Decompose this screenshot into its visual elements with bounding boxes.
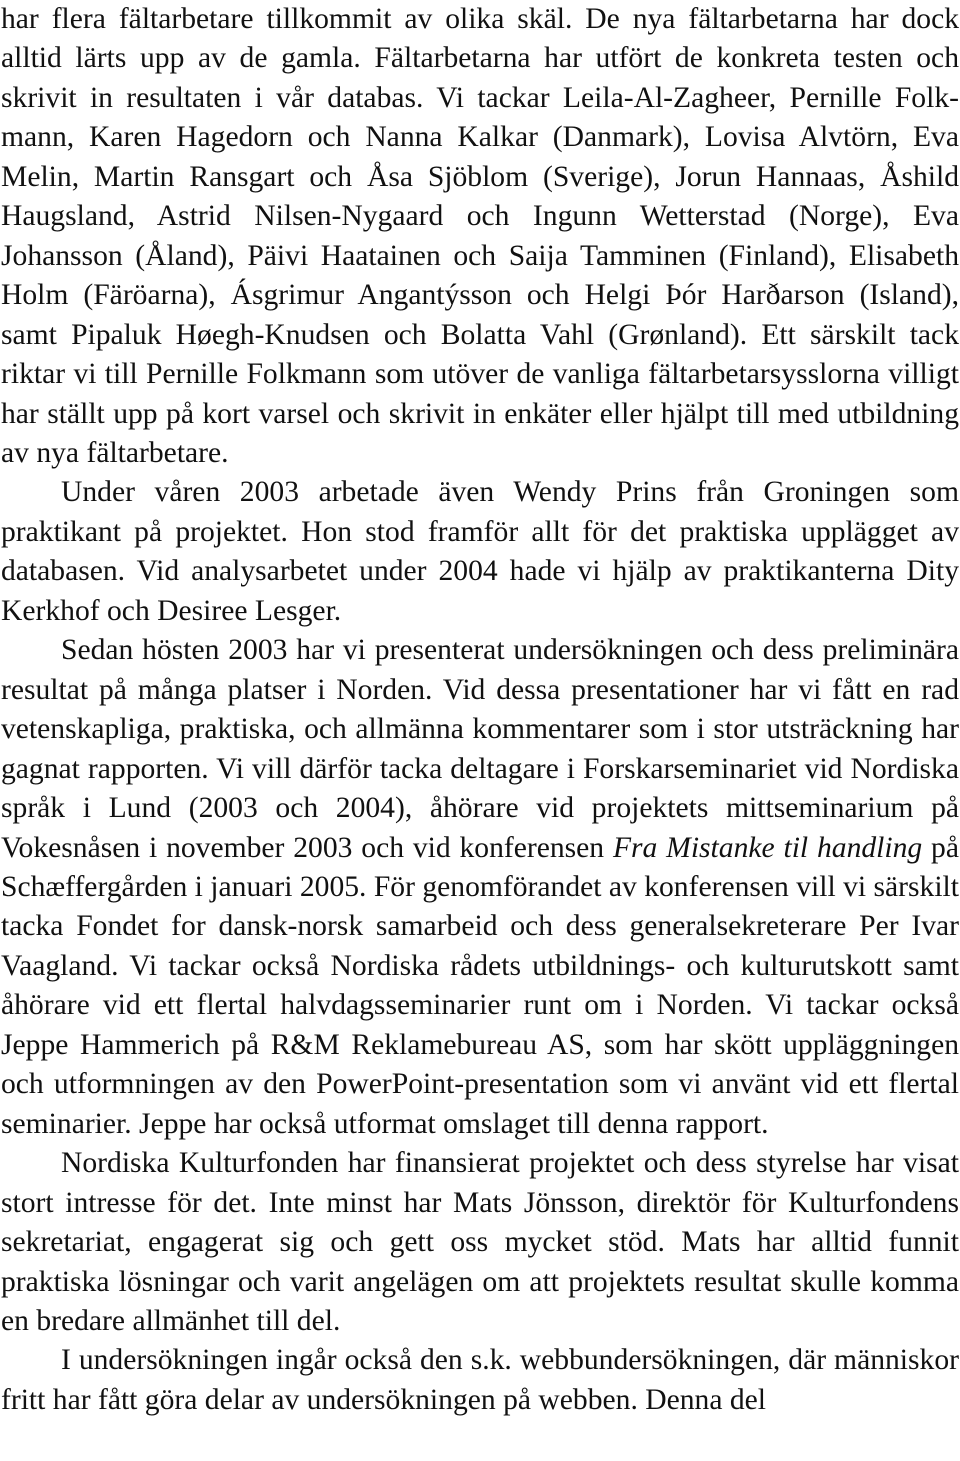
conference-title: Fra Mistanke til handling	[612, 831, 923, 864]
paragraph-presentations	[1, 631, 959, 1144]
paragraph-fieldworkers: har flera fältarbetare tillkommit av olika skäl. De nya fältarbetarna har dock alltid lärts upp av de gamla. Fältarbetarna har utfört de konkreta testen och skrivit in resultaten i vår databas. Vi tackar Leila-Al-Zagheer, Pernille Folkmann, Karen Hagedorn och Nanna Kalkar (Danmark), Lovisa Alvtörn, Eva Melin, Martin Ransgart och Åsa Sjöblom (Sverige), Jorun Hannaas, Åshild Haugsland, Astrid Nilsen-Nygaard och Ingunn Wetterstad (Norge), Eva Johansson (Åland), Päivi Haatainen och Saija Tamminen (Finland), Elisabeth Holm (Färöarna), Ásgrimur Angantýsson och Helgi Þór Harðarson (Island), samt Pipaluk Høegh-Knudsen och Bolatta Vahl (Grønland). Ett särskilt tack riktar vi till Pernille Folkmann som utöver de vanliga fältarbetarsysslorna villigt har ställt upp på kort varsel och skrivit in enkäter eller hjälpt till med utbildning av nya fältarbetare.	[1, 3, 959, 469]
paragraph-presentations-start: Sedan hösten 2003 har vi presenterat undersökningen och dess preliminära resultat på många platser i Norden. Vid dessa presentationer har vi fått en rad vetenskapliga, praktiska, och allmänna kommentarer som i stor utsträckning har gagnat rapporten. Vi vill därför tacka deltagare i Forskarseminariet vid Nordiska språk i Lund (2003 och 2004), åhörare vid projektets mittseminarium på Vokesnåsen i november 2003 och vid konferensen	[1, 634, 959, 864]
paragraph-funding: Nordiska Kulturfonden har finansierat projektet och dess styrelse har visat stort intresse för det. Inte minst har Mats Jönsson, direktör för Kulturfondens sekretariat, engagerat sig och gett oss mycket stöd. Mats har alltid funnit praktiska lösningar och varit angelägen om att projektets resultat skulle komma en bredare allmänhet till del.	[1, 1147, 959, 1337]
paragraph-intern: Under våren 2003 arbetade även Wendy Prins från Groningen som praktikant på projektet. Hon stod framför allt för det praktiska upplägget av databasen. Vid analysarbetet under 2004 hade vi hjälp av praktikanterna Dity Kerkhof och Desiree Lesger.	[1, 476, 959, 627]
paragraph-presentations-end: på Schæffergården i januari 2005. För genomförandet av konferensen vill vi särskilt tacka Fondet for dansk-norsk samarbeid och dess generalsekreterare Per Ivar Vaagland. Vi tackar också Nordiska rådets utbildnings- och kulturutskott samt åhörare vid ett flertal halvdagsseminarier runt om i Norden. Vi tackar också Jeppe Hammerich på R&M Reklamebureau AS, som har skött uppläggningen och utformningen av den PowerPoint-presentation som vi använt vid ett flertal seminarier. Jeppe har också utformat omslaget till denna rapport.	[1, 831, 959, 1140]
paragraph-web-survey: I undersökningen ingår också den s.k. webbundersökningen, där människor fritt har fått göra delar av undersökningen på webben. Denna del	[1, 1344, 959, 1416]
